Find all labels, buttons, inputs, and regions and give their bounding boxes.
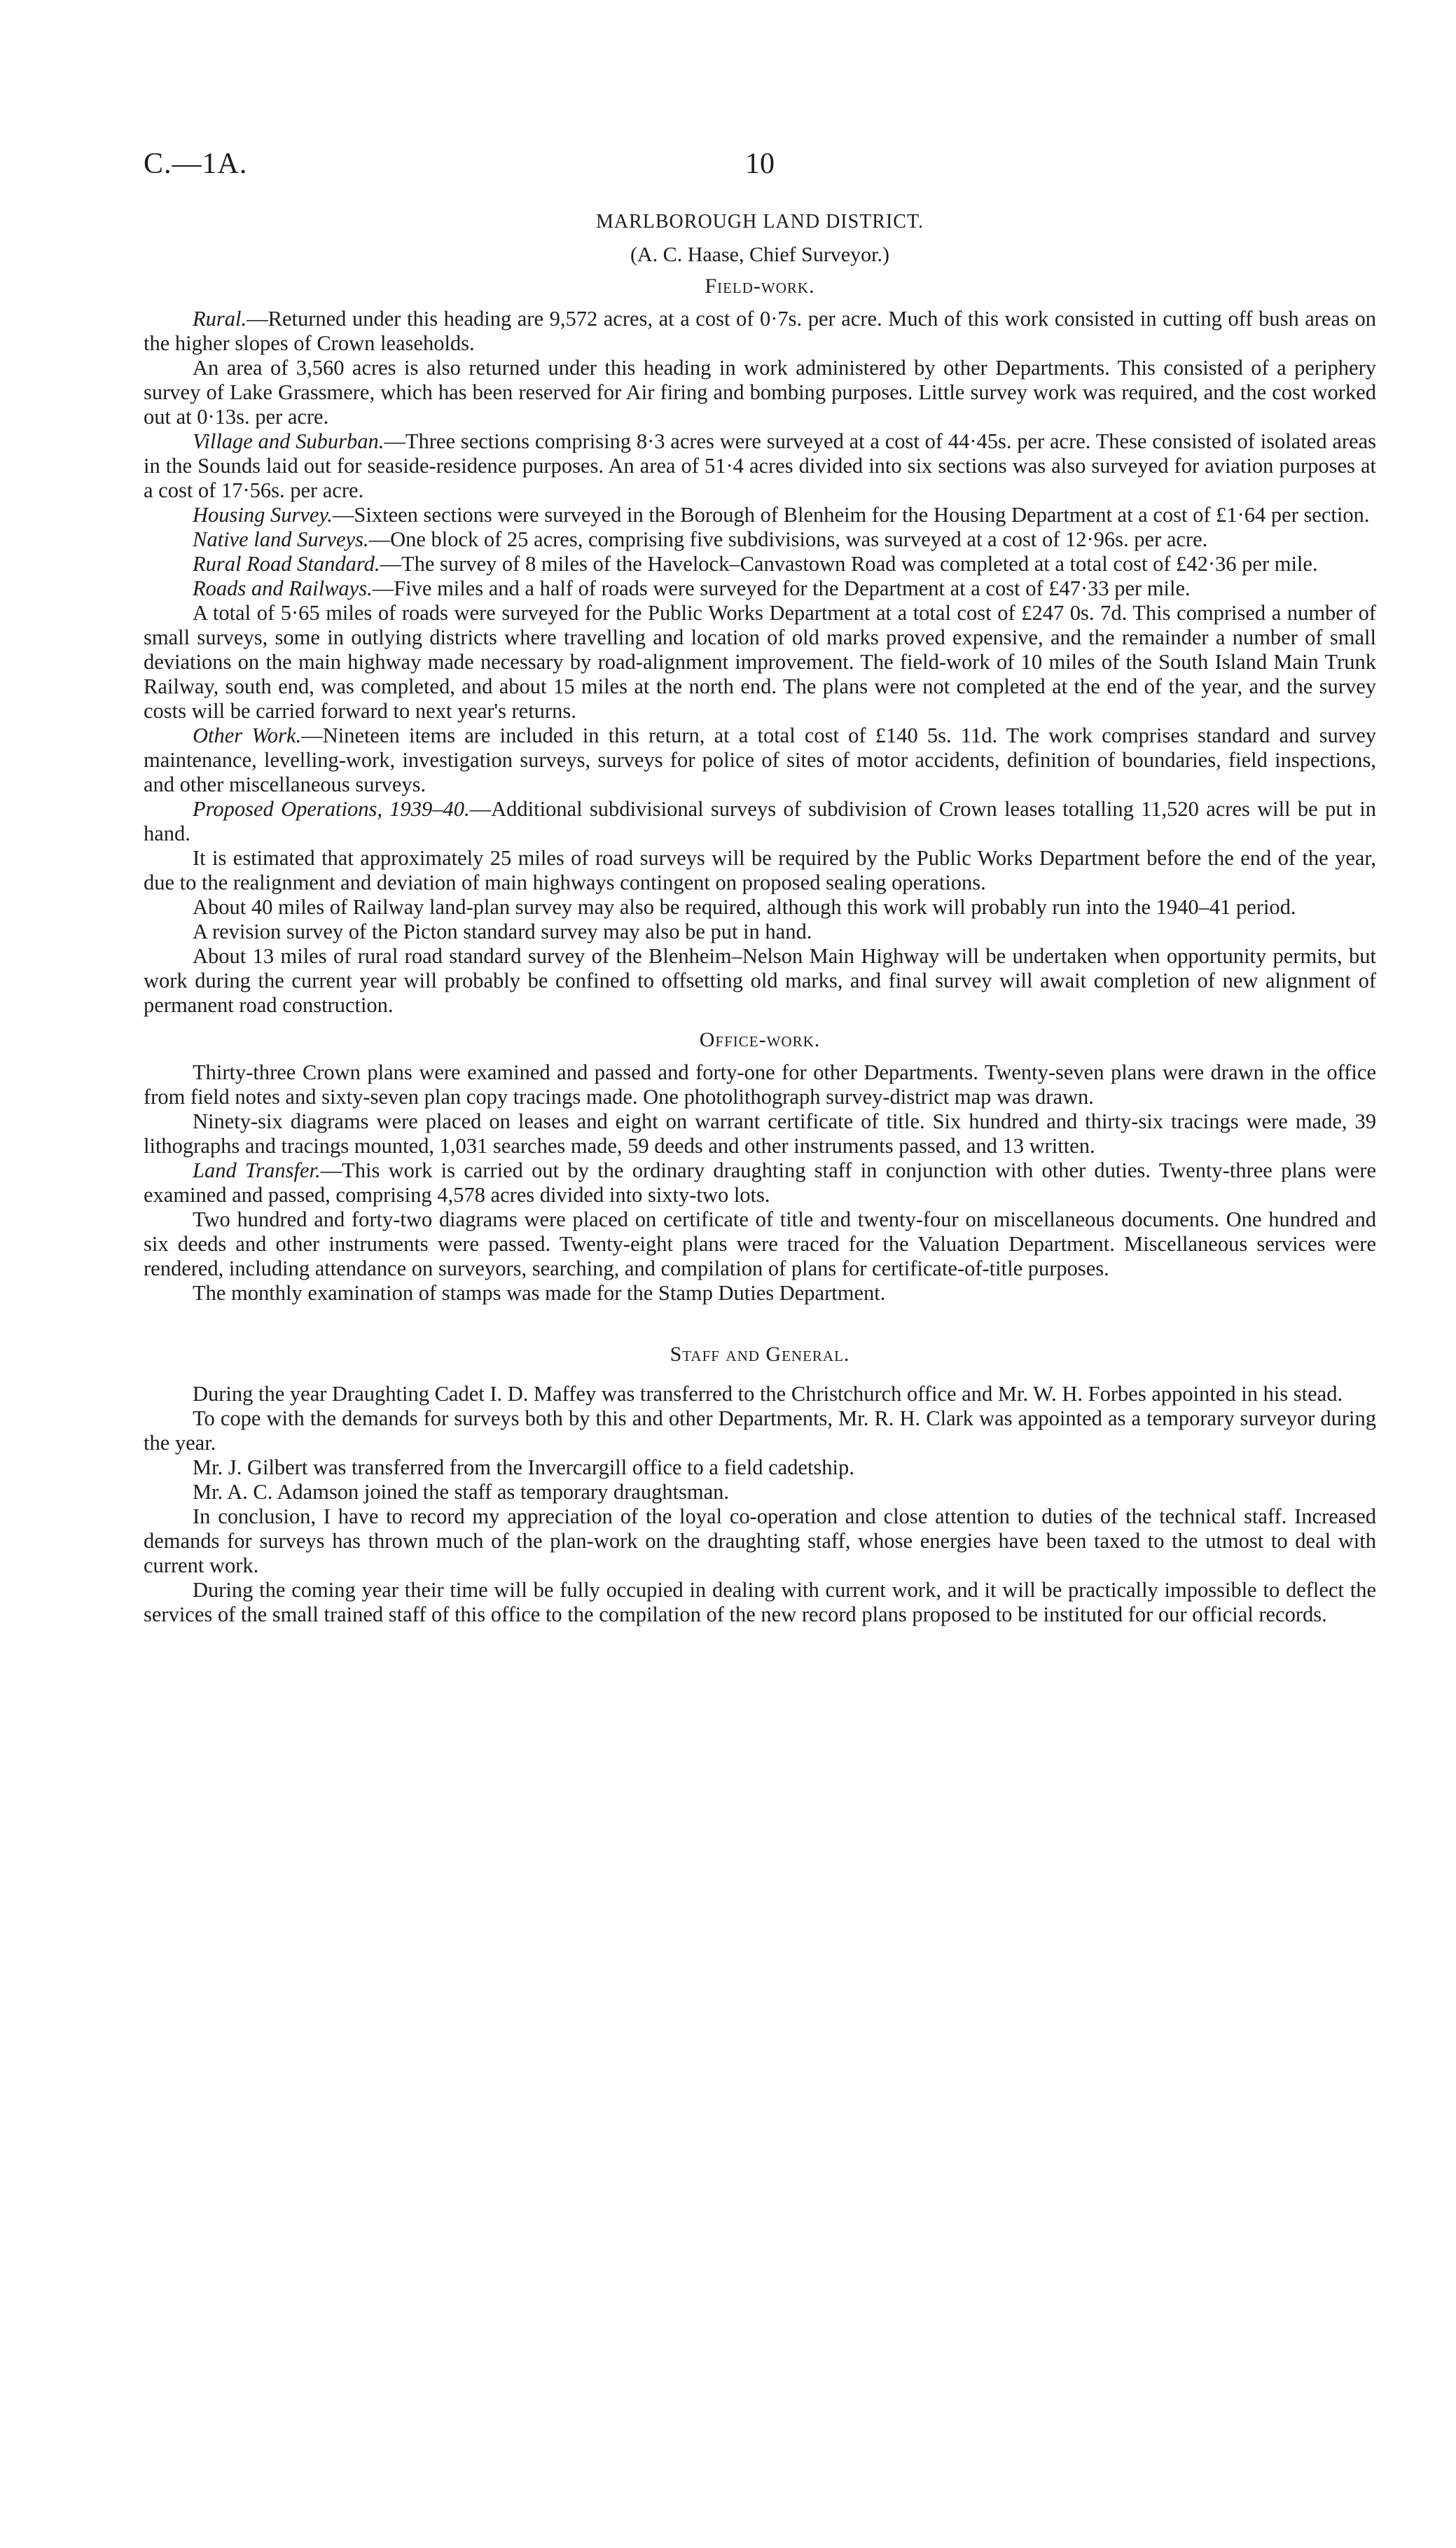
paragraph-text: An area of 3,560 acres is also returned under this heading in work administered by other Departments. This consisted of a periphery survey of Lake Grassmere, which has been reserved for Air firing and bombing purposes. Little survey work was required, and the cost worked out at 0·13s. per acre. [144,356,1376,429]
paragraph [144,429,1376,503]
paragraph [144,895,1376,920]
paragraph-text: —Three sections comprising 8·3 acres were surveyed at a cost of 44·45s. per acre. These consisted of isolated areas in the Sounds laid out for seaside-residence purposes. An area of 51·4 acres divided into six sections was also surveyed for aviation purposes at a cost of 17·56s. per acre. [144,429,1376,502]
office-work-heading: Office-work. [699,1028,821,1051]
paragraph [144,1480,1376,1504]
paragraph [144,576,1376,601]
paragraph-text: During the coming year their time will be fully occupied in dealing with current work, and it will be practically impossible to deflect the services of the small trained staff of this office to the compilation of the new record plans proposed to be instituted for our official records. [144,1578,1376,1626]
paragraph-text: —Additional subdivisional surveys of subdivision of Crown leases totalling 11,520 acres will be put in hand. [144,797,1377,845]
paragraph [144,1455,1376,1480]
paragraph-lead: Housing Survey. [193,503,333,527]
paragraph [144,1060,1376,1109]
paragraph-text: During the year Draughting Cadet I. D. Maffey was transferred to the Christchurch office and Mr. W. H. Forbes appointed in his stead. [193,1382,1343,1406]
paragraph-lead: Village and Suburban. [193,429,384,453]
office-work-paragraphs [144,1060,1376,1306]
paragraph-text: About 40 miles of Railway land-plan survey may also be required, although this work will probably run into the 1940–41 period. [193,895,1296,919]
district-title: MARLBOROUGH LAND DISTRICT. [595,211,924,233]
paragraph-text: A total of 5·65 miles of roads were surveyed for the Public Works Department at a total cost of £247 0s. 7d. This comprised a number of small surveys, some in outlying districts where travelling and location of old marks proved expensive, and the remainder a number of small deviations on the main highway made necessary by road-alignment improvement. The field-work of 10 miles of the South Island Main Trunk Railway, south end, was completed, and about 15 miles at the north end. The plans were not completed at the end of the year, and the survey costs will be carried forward to next year's returns. [144,601,1376,723]
document-reference: C.—1A. [144,148,248,180]
page-number: 10 [745,148,775,180]
paragraph [144,307,1376,356]
paragraph-text: —Nineteen items are included in this return, at a total cost of £140 5s. 11d. The work comprises standard and survey maintenance, levelling-work, investigation surveys, surveys for police of sites of motor accidents, definition of boundaries, field inspections, and other miscellaneous surveys. [144,723,1376,796]
paragraph-lead: Land Transfer. [193,1158,321,1182]
paragraph-text: Ninety-six diagrams were placed on leases and eight on warrant certificate of title. Six hundred and thirty-six tracings were made, 39 lithographs and tracings mounted, 1,031 searches made, 59 deeds and other instruments passed, and 13 written. [144,1109,1376,1158]
paragraph [144,1207,1376,1281]
field-work-paragraphs [144,307,1376,1018]
staff-general-heading: Staff and General. [670,1343,850,1366]
staff-general-paragraphs [144,1382,1376,1627]
paragraph-text: It is estimated that approximately 25 miles of road surveys will be required by the Public Works Department before the end of the year, due to the realignment and deviation of main highways contingent on proposed sealing operations. [144,846,1376,894]
paragraph [144,1109,1376,1158]
paragraph-text: Two hundred and forty-two diagrams were placed on certificate of title and twenty-four on miscellaneous documents. One hundred and six deeds and other instruments were passed. Twenty-eight plans were traced for the Valuation Department. Miscellaneous services were rendered, including attendance on surveyors, searching, and compilation of plans for certificate-of-title purposes. [144,1207,1376,1280]
paragraph [144,503,1376,527]
paragraph [144,527,1376,552]
paragraph-lead: Roads and Railways. [193,576,373,600]
paragraph-lead: Native land Surveys. [193,527,369,551]
paragraph-text: —One block of 25 acres, comprising five subdivisions, was surveyed at a cost of 12·96s. per acre. [368,527,1208,551]
paragraph-text: The monthly examination of stamps was made for the Stamp Duties Department. [193,1281,886,1305]
paragraph [144,846,1376,895]
paragraph-lead: Proposed Operations, 1939–40. [193,797,470,821]
paragraph-text: To cope with the demands for surveys both by this and other Departments, Mr. R. H. Clark was appointed as a temporary surveyor during the year. [144,1406,1376,1455]
paragraph-text: —Returned under this heading are 9,572 acres, at a cost of 0·7s. per acre. Much of this work consisted in cutting off bush areas on the higher slopes of Crown leaseholds. [144,307,1376,355]
paragraph-text: —Five miles and a half of roads were surveyed for the Department at a cost of £47·33 per mile. [372,576,1191,600]
paragraph-text: —This work is carried out by the ordinary draughting staff in conjunction with other duties. Twenty-three plans were examined and passed, comprising 4,578 acres divided into sixty-two lots. [144,1158,1376,1207]
paragraph-lead: Rural. [193,307,247,331]
paragraph-text: Mr. J. Gilbert was transferred from the Invercargill office to a field cadetship. [193,1455,854,1479]
paragraph-text: A revision survey of the Picton standard survey may also be put in hand. [193,920,812,943]
paragraph [144,797,1376,846]
field-work-heading: Field-work. [705,275,815,298]
paragraph [144,1281,1376,1306]
paragraph-text: Mr. A. C. Adamson joined the staff as temporary draughtsman. [193,1480,730,1504]
page-header [144,147,1376,189]
paragraph [144,723,1376,797]
paragraph-text: About 13 miles of rural road standard survey of the Blenheim–Nelson Main Highway will be undertaken when opportunity permits, but work during the current year will probably be confined to offsetting old marks, and final survey will await completion of new alignment of permanent road construction. [144,944,1376,1017]
paragraph-lead: Other Work. [193,723,302,747]
paragraph-text: Thirty-three Crown plans were examined and passed and forty-one for other Departments. Twenty-seven plans were drawn in the office from field notes and sixty-seven plan copy tracings made. One photolithograph survey-district map was drawn. [144,1060,1376,1109]
paragraph [144,1406,1376,1455]
paragraph-lead: Rural Road Standard. [193,552,380,576]
paragraph-text: —The survey of 8 miles of the Havelock–Canvastown Road was completed at a total cost of £42·36 per mile. [380,552,1318,576]
paragraph [144,1158,1376,1207]
paragraph [144,552,1376,576]
chief-surveyor-line: (A. C. Haase, Chief Surveyor.) [630,243,889,266]
paragraph [144,1578,1376,1627]
paragraph [144,356,1376,429]
paragraph [144,1504,1376,1578]
staff-general-section [144,1342,1376,1627]
field-work-section [144,274,1376,1018]
office-work-section [144,1027,1376,1306]
paragraph [144,1382,1376,1406]
paragraph-text: —Sixteen sections were surveyed in the Borough of Blenheim for the Housing Department at a cost of £1·64 per section. [332,503,1370,527]
document-body [144,207,1376,1627]
paragraph [144,920,1376,944]
paragraph [144,944,1376,1018]
paragraph-text: In conclusion, I have to record my appreciation of the loyal co-operation and close attention to duties of the technical staff. Increased demands for surveys has thrown much of the plan-work on the draughting staff, whose energies have been taxed to the utmost to deal with current work. [144,1504,1376,1577]
paragraph [144,601,1376,723]
